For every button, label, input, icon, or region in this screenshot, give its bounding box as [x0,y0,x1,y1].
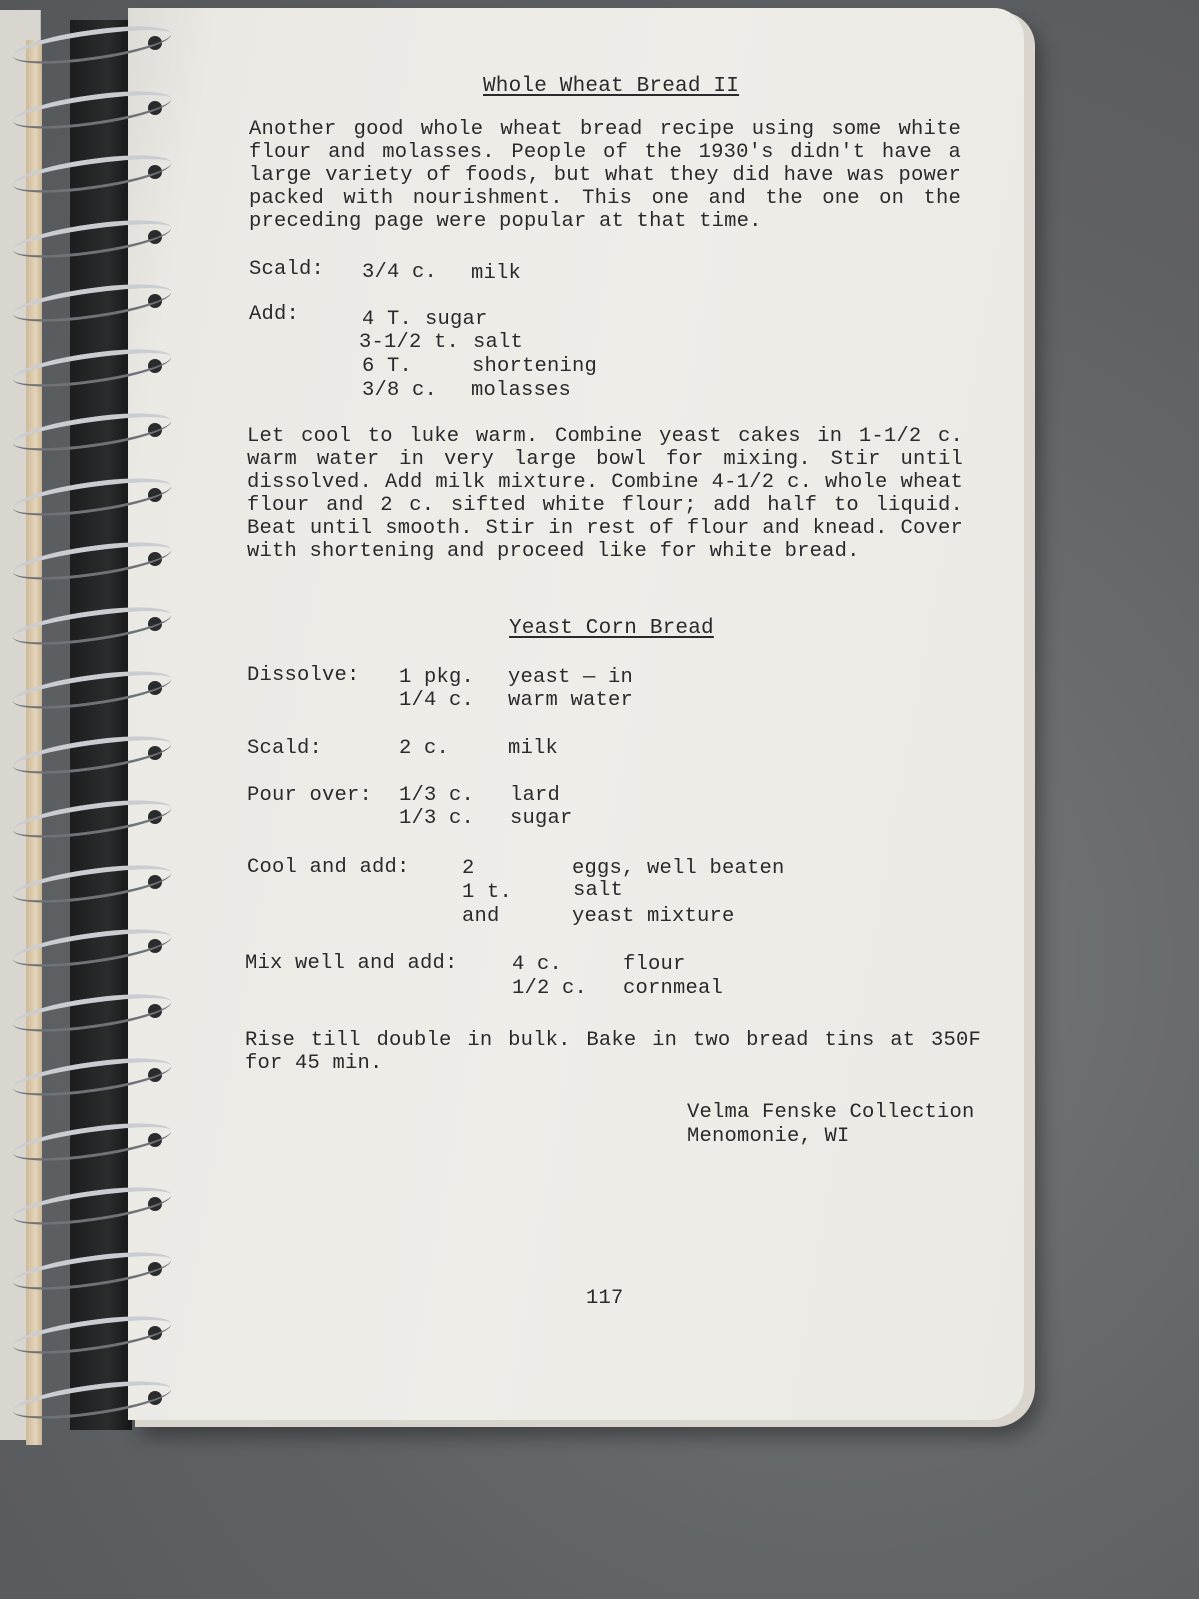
add-item-4: molasses [471,379,572,402]
dissolve-qty-2: 1/4 c. [399,689,475,712]
add-qty-2: 3-1/2 t. [359,331,460,354]
credit-location: Menomonie, WI [687,1125,850,1148]
cool-add-qty-3: and [462,905,500,928]
dissolve-qty-1: 1 pkg. [399,666,475,689]
recipe-intro: Another good whole wheat bread recipe using some white flour and molasses. People of the 1930's didn't have a large variety of foods, but what they did have was power packed with nourishment. This one and the one on the preceding page were popular at that time. [249,118,961,233]
pour-over-item-2: sugar [510,807,573,830]
add-label: Add: [249,303,300,326]
cool-add-item-1: eggs, well beaten [572,857,785,880]
mix-add-label: Mix well and add: [245,952,458,975]
cool-add-item-3: yeast mixture [572,905,735,928]
pour-over-item-1: lard [510,784,561,807]
scald-label: Scald: [249,258,325,281]
dissolve-item-2: warm water [508,689,634,712]
mix-add-item-1: flour [623,953,686,976]
recipe-title-yeast-corn-bread: Yeast Corn Bread [509,617,714,640]
add-qty-3: 6 T. [362,355,413,378]
recipe-title-whole-wheat-bread: Whole Wheat Bread II [483,75,740,98]
cool-add-qty-2: 1 t. [462,881,513,904]
mix-add-item-2: cornmeal [623,977,724,1000]
scald-qty: 3/4 c. [362,261,438,284]
cool-add-item-2: salt [573,879,624,902]
add-qty-1: 4 T. [362,308,413,331]
credit-name: Velma Fenske Collection [687,1101,975,1124]
add-item-2: salt [473,331,524,354]
pour-over-qty-2: 1/3 c. [399,807,475,830]
scald-item-2: milk [508,737,559,760]
scald-item: milk [471,262,522,285]
cool-add-label: Cool and add: [247,856,410,879]
scald-label-2: Scald: [247,737,323,760]
pour-over-label: Pour over: [247,784,373,807]
page-number: 117 [586,1287,624,1310]
add-item-3: shortening [472,355,598,378]
mix-add-qty-1: 4 c. [512,953,563,976]
recipe-directions: Let cool to luke warm. Combine yeast cakes in 1-1/2 c. warm water in very large bowl for mixing. Stir until dissolved. Add milk mixture. Combine 4-1/2 c. whole wheat flour and 2 c. sifted white flour; add half to liquid. Beat until smooth. Stir in rest of flour and knead. Cover with shortening and proceed like for white bread. [247,425,963,563]
add-qty-4: 3/8 c. [362,379,438,402]
scald-qty-2: 2 c. [399,737,450,760]
cool-add-qty-1: 2 [462,857,475,880]
pour-over-qty-1: 1/3 c. [399,784,475,807]
dissolve-label: Dissolve: [247,664,360,687]
dissolve-item-1: yeast — in [508,666,634,689]
recipe2-directions: Rise till double in bulk. Bake in two bread tins at 350F for 45 min. [245,1029,981,1075]
mix-add-qty-2: 1/2 c. [512,977,588,1000]
add-item-1: sugar [425,308,488,331]
